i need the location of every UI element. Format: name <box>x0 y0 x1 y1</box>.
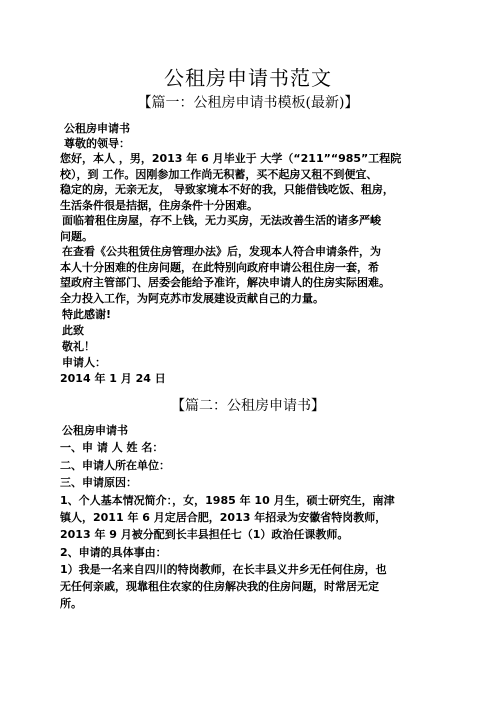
section1-line: 2014 年 1 月 24 日 <box>60 372 166 385</box>
section2-line: 1）我是一名来自四川的特岗教师，在长丰县义井乡无任何住房，也 <box>60 563 387 576</box>
section2-line: 2013 年 9 月被分配到长丰县担任七（1）政治任课教师。 <box>60 528 349 541</box>
section1-line: 生活条件很是拮据，住房条件十分困难。 <box>60 199 258 212</box>
section1-line: 申请人： <box>62 356 106 369</box>
section1-line: 望政府主管部门、居委会能给予准许，解决申请人的住房实际困难。 <box>60 276 390 289</box>
section1-line: 问题。 <box>60 230 93 243</box>
section2-line: 三、申请原因： <box>60 476 137 489</box>
section1-line: 稳定的房，无亲无友， 导致家境本不好的我，只能借钱吃饭、租房， <box>60 183 394 196</box>
section1-line: 特此感谢! <box>62 308 112 321</box>
section2-line: 镇人，2011 年 6 月定居合肥，2013 年招录为安徽省特岗教师， <box>60 511 387 524</box>
section2-line: 二、申请人所在单位： <box>60 459 170 472</box>
section1-line: 全力投入工作，为阿克苏市发展建设贡献自己的力量。 <box>60 292 324 305</box>
section1-line: 本人十分困难的住房问题，在此特别向政府申请公租住房一套，希 <box>60 261 379 274</box>
section2-line: 所。 <box>60 597 82 610</box>
section1-line: 面临着租住房屋，存不上钱，无力买房，无法改善生活的诸多严峻 <box>62 214 381 227</box>
section2-line: 一、申 请 人 姓 名： <box>60 441 164 454</box>
section2-line: 2、申请的具体事由： <box>60 546 167 559</box>
section1-heading: 【篇一：公租房申请书模板(最新)】 <box>137 95 359 111</box>
section2-heading: 【篇二：公租房申请书】 <box>171 398 325 414</box>
section1-line: 公租房申请书 <box>64 122 130 135</box>
section1-line: 此致 <box>62 324 84 337</box>
document-title: 公租房申请书范文 <box>164 66 332 90</box>
section1-line: 尊敬的领导： <box>64 137 130 150</box>
section1-line: 敬礼！ <box>62 340 95 353</box>
section1-line: 在查看《公共租赁住房管理办法》后，发现本人符合申请条件，为 <box>62 245 381 258</box>
section1-line: 校），到 工作。因刚参加工作尚无积蓄，买不起房又租不到便宜、 <box>60 168 378 181</box>
section2-line: 1、个人基本情况简介：，女，1985 年 10 月生，硕士研究生，南津 <box>60 494 395 507</box>
section1-line: 您好，本人 ，男，2013 年 6 月毕业于 大学（“211”“985”工程院 <box>60 152 402 165</box>
section2-line: 公租房申请书 <box>62 424 128 437</box>
section2-line: 无任何亲戚，现靠租住农家的住房解决我的住房问题，时常居无定 <box>60 580 379 593</box>
